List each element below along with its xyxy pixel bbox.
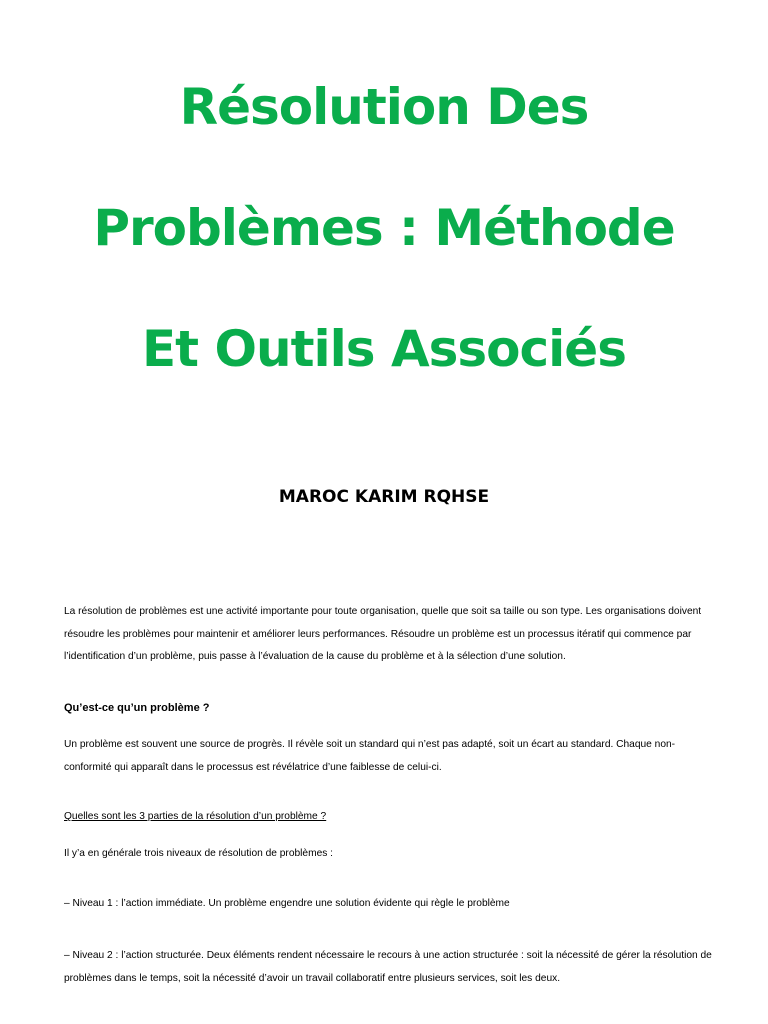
level-1-paragraph: – Niveau 1 : l’action immédiate. Un problème engendre une solution évidente qui règle le problème <box>64 898 510 909</box>
author-name: MAROC KARIM RQHSE <box>278 487 490 507</box>
section-heading: Qu’est-ce qu’un problème ? <box>64 702 210 714</box>
intro-line: résoudre les problèmes pour maintenir et améliorer leurs performances. Résoudre un problème est un processus itératif qui commence par <box>64 628 692 640</box>
intro-paragraph <box>64 601 714 669</box>
level-2-line: – Niveau 2 : l’action structurée. Deux éléments rendent nécessaire le recours à une action structurée : soit la nécessité de gérer la résolution de <box>64 950 712 961</box>
document-title-line-2: Problèmes : Méthode <box>93 199 675 257</box>
subsection-heading: Quelles sont les 3 parties de la résolution d’un problème ? <box>64 811 327 822</box>
level-2-paragraph <box>64 945 714 990</box>
definition-paragraph <box>64 734 714 779</box>
definition-line: Un problème est souvent une source de progrès. Il révèle soit un standard qui n’est pas adapté, soit un écart au standard. Chaque non- <box>64 739 676 750</box>
document-title-line-1: Résolution Des <box>179 78 589 136</box>
intro-line: l’identification d’un problème, puis passe à l’évaluation de la cause du problème et à la sélection d’une solution. <box>64 651 566 662</box>
levels-intro: Il y’a en générale trois niveaux de résolution de problèmes : <box>64 848 333 859</box>
definition-line: conformité qui apparaît dans le processus est révélatrice d’une faiblesse de celui-ci. <box>64 761 442 773</box>
intro-line: La résolution de problèmes est une activité importante pour toute organisation, quelle que soit sa taille ou son type. Les organisations doivent <box>64 606 702 617</box>
level-2-line: problèmes dans le temps, soit la nécessité d’avoir un travail collaboratif entre plusieurs services, soit les deux. <box>64 972 561 984</box>
document-title-line-3: Et Outils Associés <box>142 320 626 378</box>
